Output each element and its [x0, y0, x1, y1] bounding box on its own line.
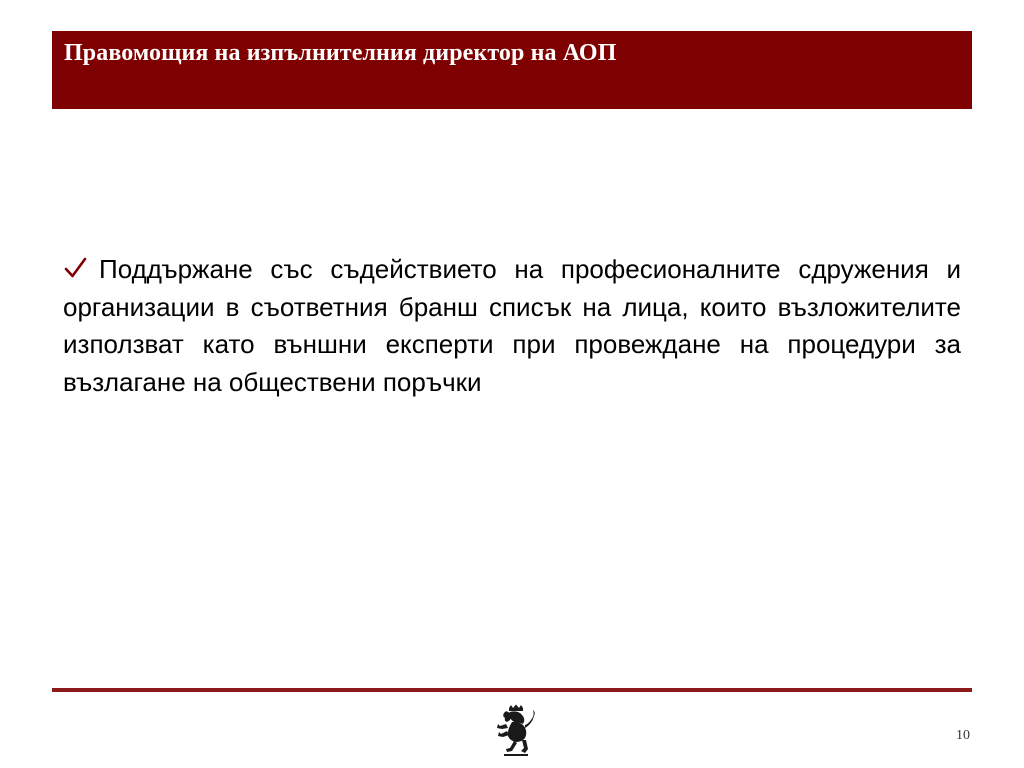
- page-number: 10: [956, 728, 970, 743]
- title-bar: [52, 31, 972, 109]
- checkmark-icon: [63, 253, 89, 283]
- bullet-item: [63, 251, 961, 401]
- slide-title: Правомощия на изпълнителния директор на АОП: [64, 40, 617, 66]
- bullet-text: Поддържане със съдействието на професионалните сдружения и организации в съответния бранш списък на лица, които възложителите използват като външни експерти при провеждане на процедури за възлагане на обществени поръчки: [63, 254, 961, 397]
- slide-content: [63, 251, 961, 401]
- lion-emblem-icon: [492, 704, 540, 758]
- bottom-divider: [52, 688, 972, 692]
